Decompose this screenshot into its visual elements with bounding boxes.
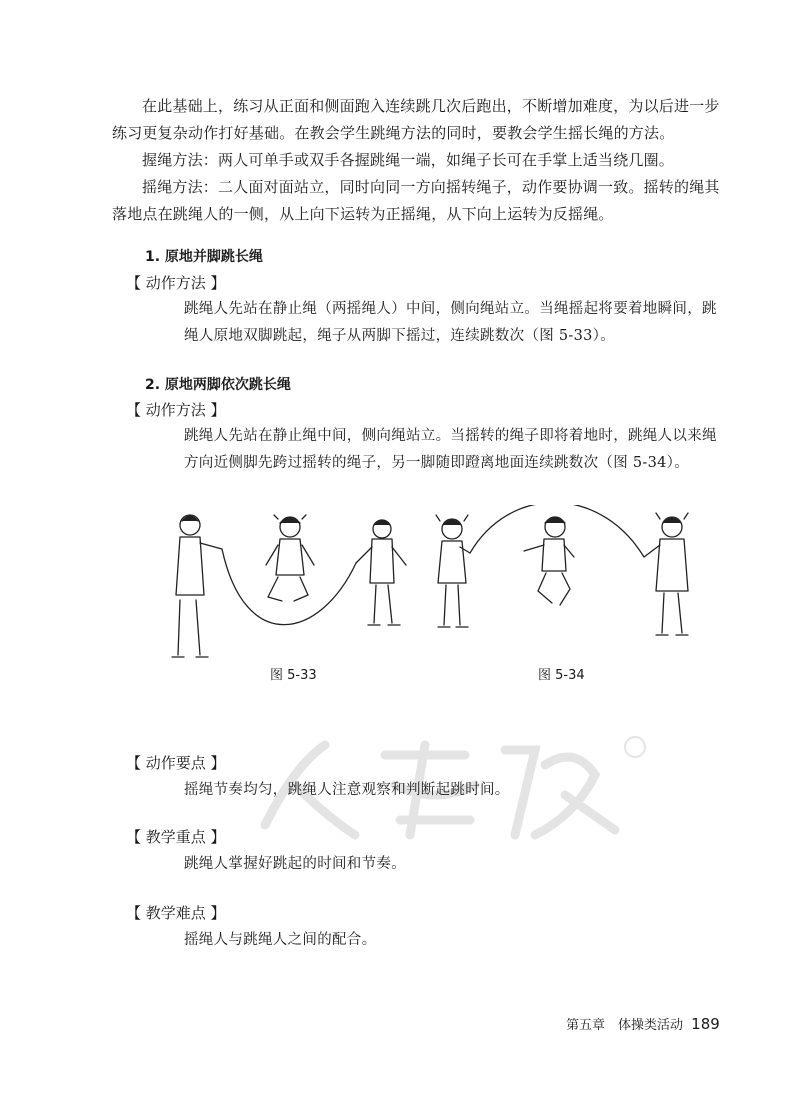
page-footer	[566, 1014, 720, 1033]
rope-holder-left-2	[436, 515, 470, 627]
key-points-label: 【 动作要点 】	[126, 754, 226, 772]
chapter-title: 第五章 体操类活动	[566, 1018, 684, 1033]
teaching-focus-label: 【 教学重点 】	[126, 828, 226, 846]
section1-title: 1. 原地并脚跳长绳	[145, 249, 263, 265]
figure-5-33-caption: 图 5-33	[270, 668, 317, 683]
intro-paragraph-1: 在此基础上，练习从正面和侧面跑入连续跳几次后跑出，不断增加难度，为以后进一步练习更复杂动作打好基础。在教会学生跳绳方法的同时，要教会学生摇长绳的方法。	[112, 97, 720, 142]
section2-title: 2. 原地两脚依次跳长绳	[145, 377, 291, 393]
rope-holder-right-2	[644, 513, 688, 635]
section1-method-label: 【 动作方法 】	[126, 274, 226, 292]
section1-method-text: 跳绳人先站在静止绳（两摇绳人）中间，侧向绳站立。当绳摇起将要着地瞬间，跳绳人原地双脚跳起，绳子从两脚下摇过，连续跳数次（图 5-33）。	[184, 301, 717, 344]
teaching-difficulty-text: 摇绳人与跳绳人之间的配合。	[184, 932, 377, 948]
intro-paragraph-2: 握绳方法：两人可单手或双手各握跳绳一端，如绳子长可在手掌上适当绕几圈。	[142, 151, 675, 169]
section2-method-text: 跳绳人先站在静止绳中间，侧向绳站立。当摇转的绳子即将着地时，跳绳人以来绳方向近侧脚先跨过摇转的绳子，另一脚随即蹬离地面连续跳数次（图 5-34）。	[184, 428, 717, 471]
jumper-boy-2	[524, 517, 574, 605]
jumper-girl-1	[266, 515, 314, 601]
page-number: 189	[691, 1015, 720, 1033]
figure-5-34-caption: 图 5-34	[538, 668, 585, 683]
rope-holder-left-1	[172, 515, 222, 657]
rope-holder-right-1	[356, 520, 406, 625]
key-points-text: 摇绳节奏均匀，跳绳人注意观察和判断起跳时间。	[184, 782, 510, 798]
teaching-difficulty-label: 【 教学难点 】	[126, 904, 226, 922]
rope-jumping-illustration	[160, 505, 700, 665]
teaching-focus-text: 跳绳人掌握好跳起的时间和节奏。	[184, 856, 406, 872]
section2-method-label: 【 动作方法 】	[126, 401, 226, 419]
intro-paragraph-3: 摇绳方法：二人面对面站立，同时向同一方向摇转绳子，动作要协调一致。摇转的绳其落地点在跳绳人的一侧，从上向下运转为正摇绳，从下向上运转为反摇绳。	[112, 178, 720, 223]
